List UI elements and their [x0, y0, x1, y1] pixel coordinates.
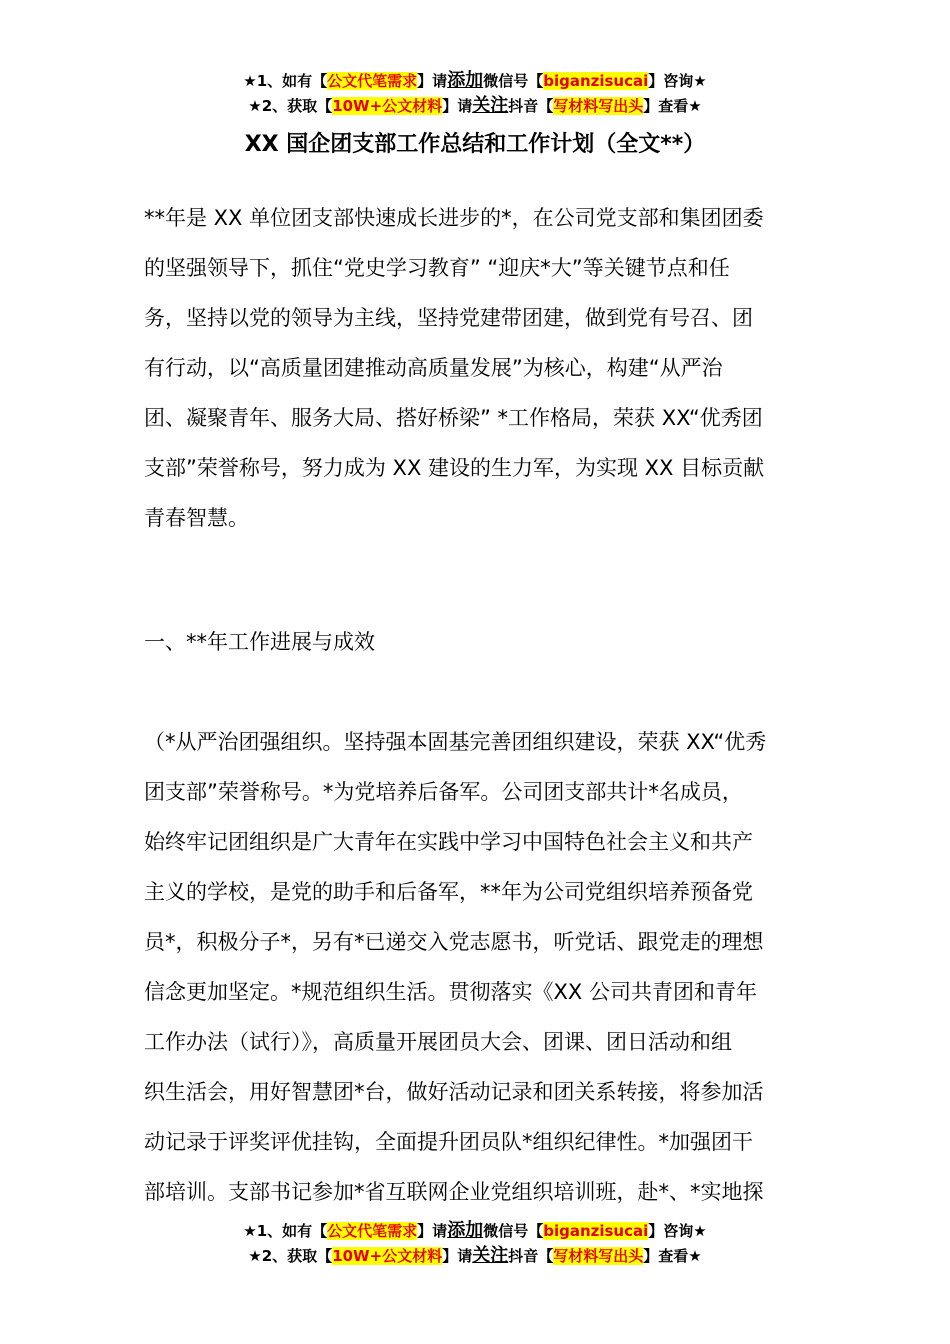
- banner-emphasis: 关注: [472, 95, 509, 116]
- banner-text: 】查看★: [643, 1247, 702, 1265]
- banner-text: 微信号【: [483, 72, 544, 90]
- text-line: （*从严治团强组织。坚持强本固基完善团组织建设，荣获 XX“优秀: [144, 730, 767, 754]
- banner-wechat-id: biganzisucai: [543, 1222, 649, 1240]
- text-line: 团支部”荣誉称号。*为党培养后备军。公司团支部共计*名成员，: [144, 780, 743, 804]
- banner-douyin-id: 写材料写出头: [553, 1247, 644, 1265]
- text-line: 务，坚持以党的领导为主线，坚持党建带团建，做到党有号召、团: [144, 306, 753, 330]
- section-heading-text: 一、**年工作进展与成效: [144, 630, 375, 654]
- banner-text: 】咨询★: [648, 72, 707, 90]
- banner-text: 】请: [442, 1247, 473, 1265]
- text-line: 信念更加坚定。*规范组织生活。贯彻落实《XX 公司共青团和青年: [144, 980, 757, 1004]
- banner-highlight: 10W+公文材料: [332, 1247, 443, 1265]
- banner-text: 】请: [417, 72, 448, 90]
- footer-banner: [0, 1218, 950, 1268]
- banner-emphasis: 关注: [472, 1245, 509, 1266]
- text-line: 青春智慧。: [144, 506, 249, 530]
- text-line: **年是 XX 单位团支部快速成长进步的*，在公司党支部和集团团委: [144, 206, 764, 230]
- text-line: 主义的学校，是党的助手和后备军，**年为公司党组织培养预备党: [144, 880, 753, 904]
- banner-line-1: [0, 68, 950, 93]
- text-line: 员*，积极分子*，另有*已递交入党志愿书，听党话、跟党走的理想: [144, 930, 764, 954]
- text-line: 部培训。支部书记参加*省互联网企业党组织培训班，赴*、*实地探: [144, 1180, 764, 1204]
- banner-text: 】请: [417, 1222, 448, 1240]
- text-line: 动记录于评奖评优挂钩，全面提升团员队*组织纪律性。*加强团干: [144, 1130, 753, 1154]
- section-heading: [144, 617, 824, 667]
- banner-highlight: 公文代笔需求: [327, 1222, 418, 1240]
- banner-line-2: [0, 1243, 950, 1268]
- banner-douyin-id: 写材料写出头: [553, 97, 644, 115]
- banner-emphasis: 添加: [447, 70, 484, 91]
- text-line: 工作办法（试行）》，高质量开展团员大会、团课、团日活动和组: [144, 1030, 732, 1054]
- banner-emphasis: 添加: [447, 1220, 484, 1241]
- banner-text: ★1、如有【: [243, 1222, 328, 1240]
- text-line: 支部”荣誉称号，努力成为 XX 建设的生力军，为实现 XX 目标贡献: [144, 456, 765, 480]
- section-paragraph: [144, 717, 824, 1217]
- banner-text: 微信号【: [483, 1222, 544, 1240]
- header-banner: [0, 68, 950, 118]
- document-title: XX 国企团支部工作总结和工作计划（全文**）: [244, 132, 706, 157]
- banner-text: 】查看★: [643, 97, 702, 115]
- banner-text: 】咨询★: [648, 1222, 707, 1240]
- text-line: 团、凝聚青年、服务大局、搭好桥梁” *工作格局，荣获 XX“优秀团: [144, 406, 763, 430]
- banner-text: 】请: [442, 97, 473, 115]
- banner-text: ★1、如有【: [243, 72, 328, 90]
- banner-text: ★2、获取【: [248, 97, 333, 115]
- text-line: 的坚强领导下，抓住“党史学习教育” “迎庆*大”等关键节点和任: [144, 256, 730, 280]
- text-line: 始终牢记团组织是广大青年在实践中学习中国特色社会主义和共产: [144, 830, 753, 854]
- text-line: 织生活会，用好智慧团*台，做好活动记录和团关系转接，将参加活: [144, 1080, 764, 1104]
- banner-highlight: 公文代笔需求: [327, 72, 418, 90]
- intro-paragraph: [144, 193, 824, 543]
- banner-highlight: 10W+公文材料: [332, 97, 443, 115]
- banner-line-1: [0, 1218, 950, 1243]
- text-line: 有行动，以“高质量团建推动高质量发展”为核心，构建“从严治: [144, 356, 723, 380]
- banner-wechat-id: biganzisucai: [543, 72, 649, 90]
- banner-text: 抖音【: [508, 1247, 554, 1265]
- banner-text: ★2、获取【: [248, 1247, 333, 1265]
- banner-line-2: [0, 93, 950, 118]
- banner-text: 抖音【: [508, 97, 554, 115]
